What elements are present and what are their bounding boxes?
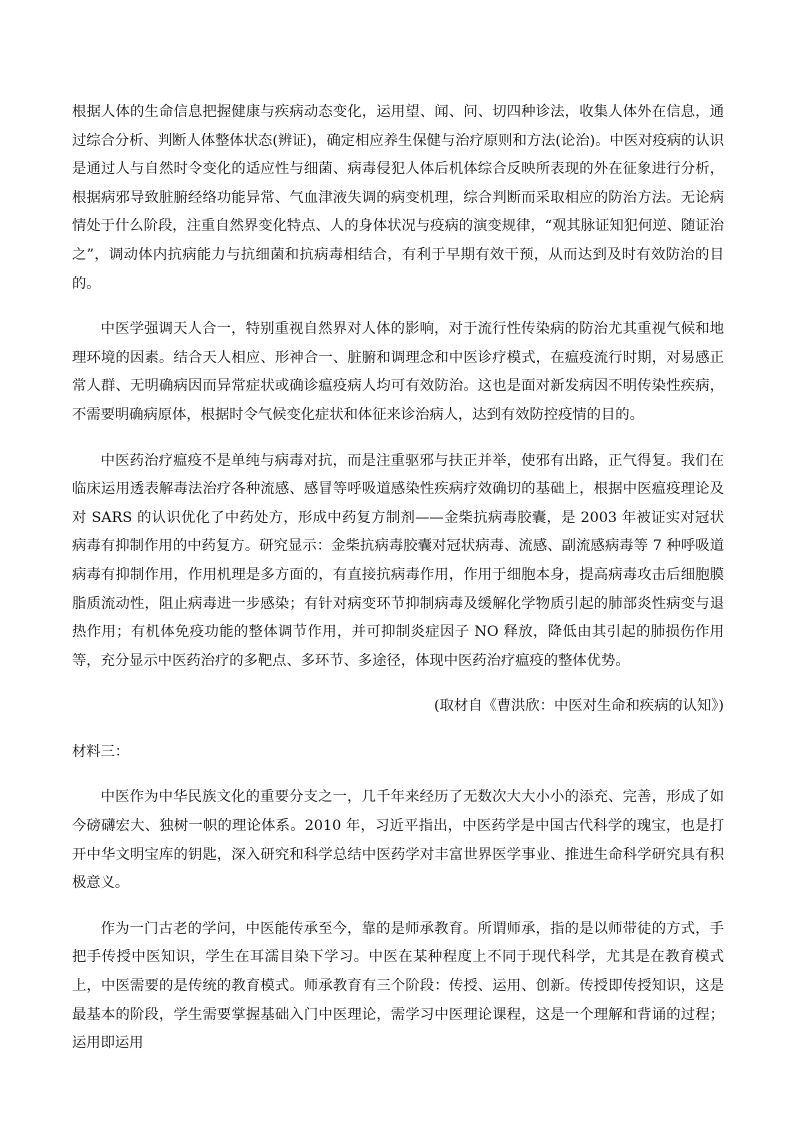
paragraph-diagnosis: 根据人体的生命信息把握健康与疾病动态变化，运用望、闻、问、切四种诊法，收集人体外在信息，通过综合分析、判断人体整体状态(辨证)，确定相应养生保健与治疗原则和方法(论治)。中医对疫病的认识是通过人与自然时令变化的适应性与细菌、病毒侵犯人体后机体综合反映所表现的外在征象进行分析，根据病邪导致脏腑经络功能异常、气血津液失调的病变机理，综合判断而采取相应的防治方法。无论病情处于什么阶段，注重自然界变化特点、人的身体状况与疫病的演变规律，“观其脉证知犯何逆、随证治之”，调动体内抗病能力与抗细菌和抗病毒相结合，有利于早期有效干预，从而达到及时有效防治的目的。 — [72, 104, 724, 292]
section-heading-material-three: 材料三： — [72, 743, 130, 760]
paragraph-tianren-heyi: 中医学强调天人合一，特别重视自然界对人体的影响，对于流行性传染病的防治尤其重视气候和地理环境的因素。结合天人相应、形神合一、脏腑和调理念和中医诊疗模式，在瘟疫流行时期，对易感正常人群、无明确病因而异常症状或确诊瘟疫病人均可有效防治。这也是面对新发病因不明传染性疾病，不需要明确病原体，根据时令气候变化症状和体征来诊治病人，达到有效防控疫情的目的。 — [72, 321, 724, 423]
source-citation: (取材自《曹洪欣：中医对生命和疾病的认知》) — [434, 698, 724, 715]
paragraph-apprenticeship: 作为一门古老的学问，中医能传承至今，靠的是师承教育。所谓师承，指的是以师带徒的方式，手把手传授中医知识，学生在耳濡目染下学习。中医在某种程度上不同于现代科学，尤其是在教育模式上，中医需要的是传统的教育模式。师承教育有三个阶段：传授、运用、创新。传授即传授知识，这是最基本的阶段，学生需要掌握基础入门中医理论，需学习中医理论课程，这是一个理解和背诵的过程；运用即运用 — [72, 920, 724, 1052]
document-page — [72, 98, 724, 1075]
paragraph-tcm-culture: 中医作为中华民族文化的重要分支之一，几千年来经历了无数次大大小小的添充、完善，形成了如今磅礴宏大、独树一帜的理论体系。2010 年，习近平指出，中医药学是中国古代科学的瑰宝，也是打开中华文明宝库的钥匙，深入研究和科学总结中医药学对丰富世界医学事业、推进生命科学研究具有积极意义。 — [72, 789, 724, 892]
paragraph-treatment: 中医药治疗瘟疫不是单纯与病毒对抗，而是注重驱邪与扶正并举，使邪有出路，正气得复。我们在临床运用透表解毒法治疗各种流感、感冒等呼吸道感染性疾病疗效确切的基础上，根据中医瘟疫理论及对 SARS 的认识优化了中药处方，形成中药复方制剂——金柴抗病毒胶囊，是 2003 年被证实对冠状病毒有抑制作用的中药复方。研究显示：金柴抗病毒胶囊对冠状病毒、流感、副流感病毒等 7 种呼吸道病毒有抑制作用，作用机理是多方面的，有直接抗病毒作用，作用于细胞本身，提高病毒攻击后细胞膜脂质流动性，阻止病毒进一步感染；有针对病变环节抑制病毒及缓解化学物质引起的肺部炎性病变与退热作用；有机体免疫功能的整体调节作用，并可抑制炎症因子 NO 释放，降低由其引起的肺损伤作用等，充分显示中医药治疗的多靶点、多环节、多途径，体现中医药治疗瘟疫的整体优势。 — [72, 452, 724, 669]
